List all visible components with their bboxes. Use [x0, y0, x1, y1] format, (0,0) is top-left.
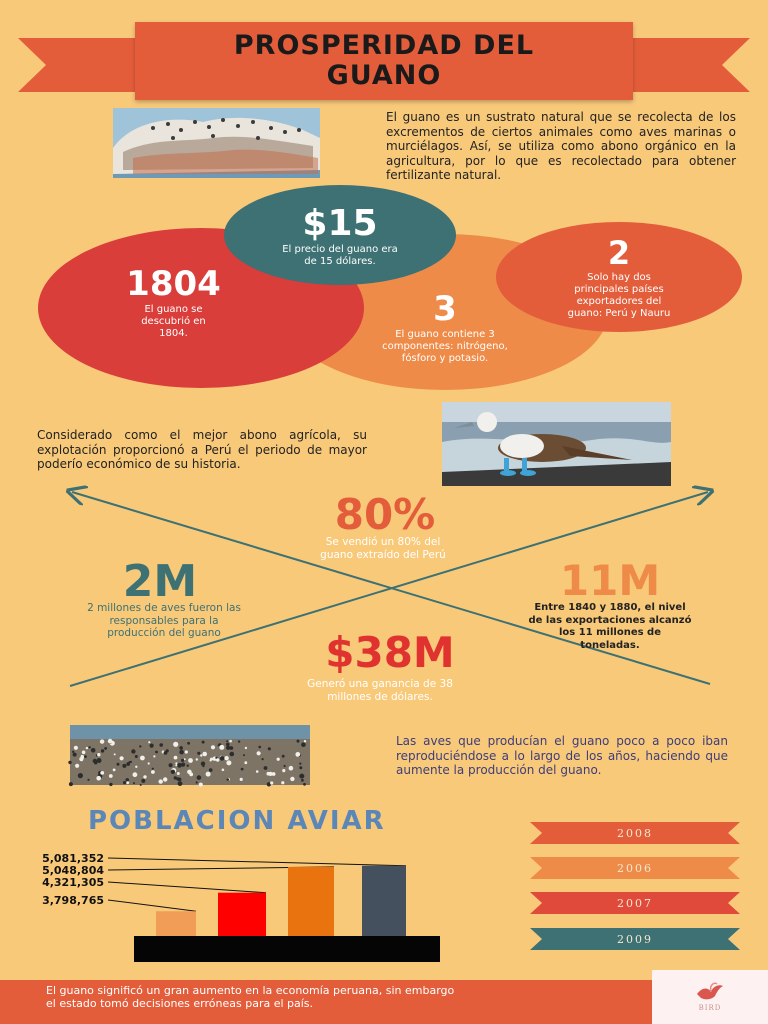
profit-text: Generó una ganancia de 38 millones de dólares. [307, 678, 453, 703]
title-ribbon [135, 22, 633, 100]
profit-value: $38M [325, 628, 455, 677]
year-label: 2008 [617, 826, 653, 840]
population-bar-chart [42, 848, 450, 964]
bar-2009 [156, 911, 196, 936]
year-label: 2009 [617, 932, 653, 946]
logo [652, 970, 768, 1024]
components-text: El guano contiene 3 componentes: nitrógeno, fósforo y potasio. [382, 329, 508, 364]
price-circle [224, 185, 456, 285]
birds-text: 2 millones de aves fueron las responsables para la producción del guano [87, 602, 241, 639]
tick-leader-line [108, 882, 266, 893]
tick-label: 3,798,765 [42, 894, 104, 907]
page-title: PROSPERIDAD DEL GUANO [233, 30, 535, 91]
percent-value: 80% [334, 490, 436, 539]
chart-base [134, 936, 440, 962]
tons-text: Entre 1840 y 1880, el nivel de las exportaciones alcanzó los 11 millones de toneladas. [528, 602, 692, 651]
price-value: $15 [302, 202, 378, 244]
bar-2008 [362, 866, 406, 936]
population-title: POBLACION AVIAR [88, 806, 386, 836]
reproduction-paragraph: Las aves que producían el guano poco a poco iban reproduciéndose a lo largo de los años, haciendo que aumente la producción del guano. [396, 734, 728, 777]
year-ribbon-2009 [530, 928, 740, 950]
countries-value: 2 [607, 234, 631, 272]
tick-label: 5,081,352 [42, 852, 104, 865]
bird-colony-photo [70, 725, 310, 785]
guano-island-photo [113, 108, 320, 178]
year-ribbon-2008 [530, 822, 740, 844]
bird-icon [695, 982, 725, 1004]
tick-leader-line [108, 858, 406, 866]
components-value: 3 [433, 289, 457, 329]
year-label: 2007 [617, 896, 653, 910]
tons-value: 11M [559, 556, 661, 605]
bar-2007 [218, 893, 266, 936]
year-ribbon-2006 [530, 857, 740, 879]
countries-circle [496, 222, 742, 332]
tick-leader-line [108, 900, 196, 911]
bar-2006 [288, 867, 334, 936]
birds-value: 2M [122, 556, 198, 607]
year-ribbon-2007 [530, 892, 740, 914]
year-label: 2006 [617, 861, 653, 875]
logo-text: BIRD [698, 1004, 722, 1012]
middle-paragraph: Considerado como el mejor abono agrícola, su explotación proporcionó a Perú el periodo de mayor poderío económico de su historia. [37, 428, 367, 471]
price-text: El precio del guano era de 15 dólares. [282, 243, 398, 267]
countries-text: Solo hay dos principales países exportadores del guano: Perú y Nauru [567, 272, 671, 319]
footer-text: El guano significó un gran aumento en la economía peruana, sin embargo el estado tomó decisiones erróneas para el país. [46, 984, 455, 1010]
tick-label: 4,321,305 [42, 876, 104, 889]
percent-text: Se vendió un 80% del guano extraído del Perú [320, 536, 446, 561]
intro-paragraph: El guano es un sustrato natural que se recolecta de los excrementos de ciertos animales como aves marinas o murciélagos. Así, se utiliza como abono orgánico en la agricultura, por lo que es recolectado para obtener fertilizante natural. [386, 110, 736, 182]
year-text: El guano se descubrió en 1804. [141, 304, 206, 339]
booby-bird-photo [442, 402, 671, 486]
year-value: 1804 [126, 264, 221, 304]
tick-label: 5,048,804 [42, 864, 104, 877]
